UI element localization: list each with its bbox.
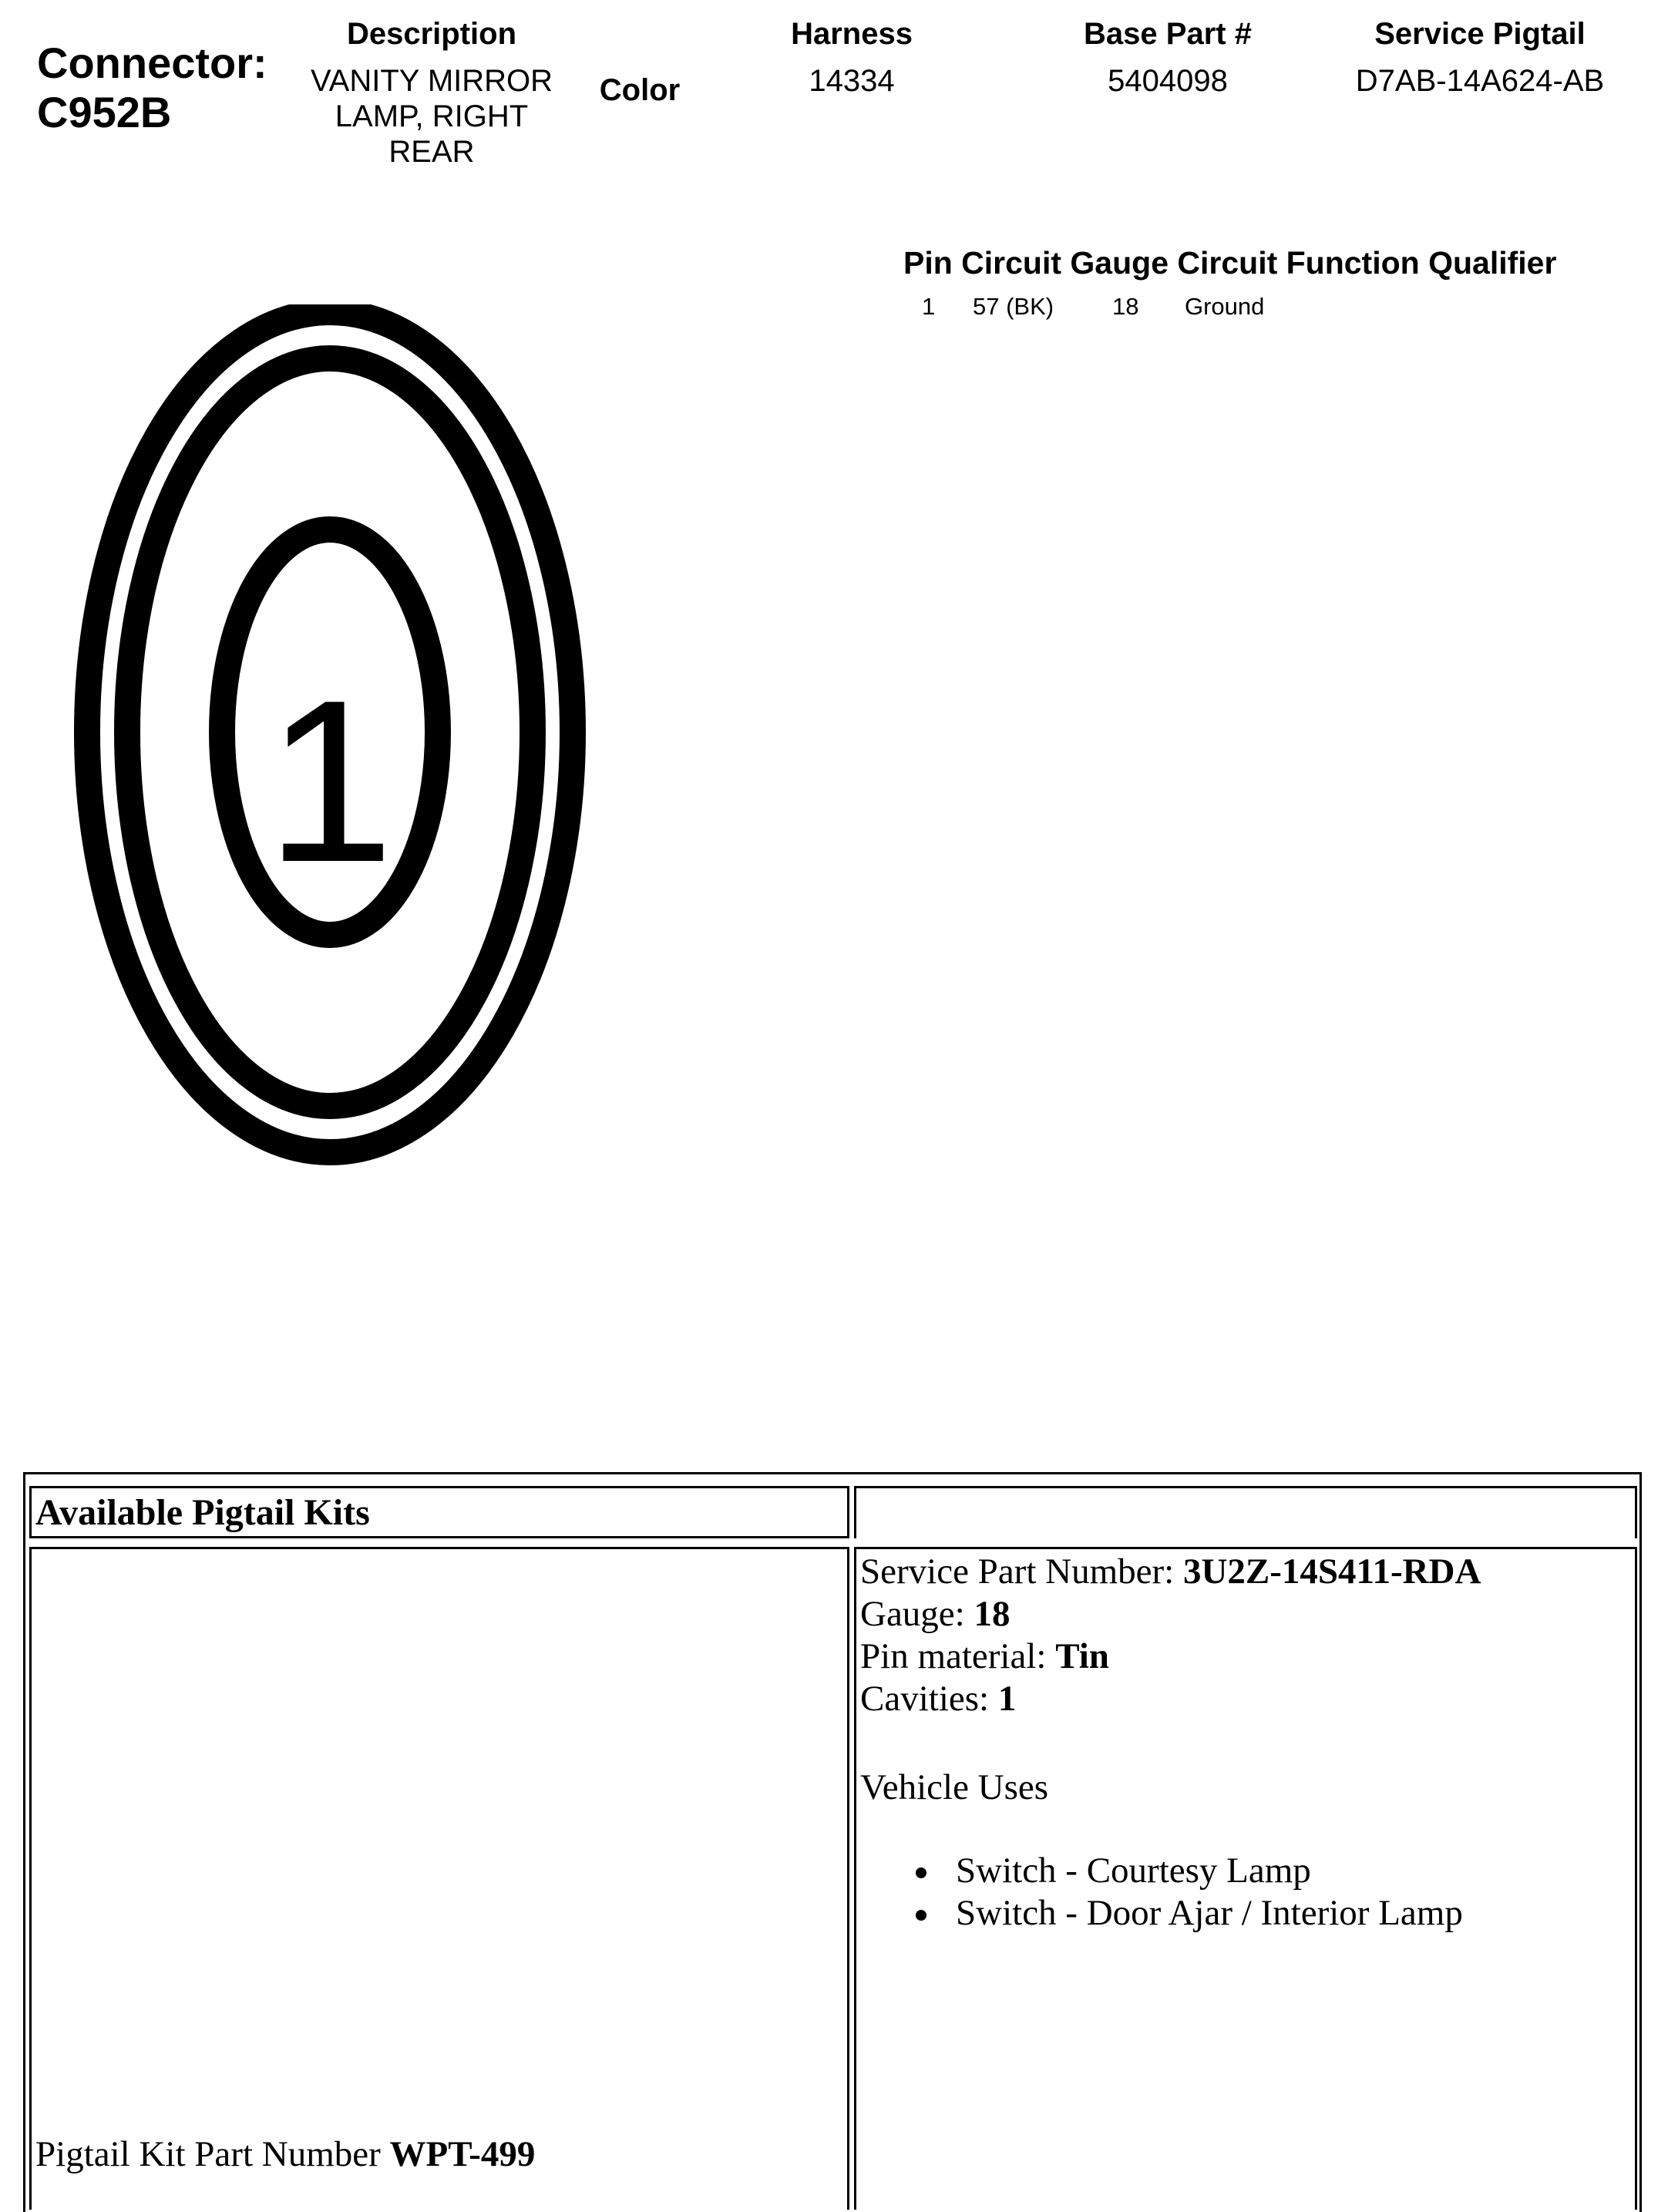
color-header: Color [599, 73, 681, 107]
cavities-value: 1 [997, 1679, 1017, 1719]
service-part-label: Service Part Number: [860, 1551, 1183, 1592]
pin-function: Ground [1185, 293, 1265, 320]
description-line: LAMP, RIGHT [335, 99, 529, 133]
pin-material-value: Tin [1055, 1636, 1109, 1676]
service-part-row [860, 1551, 1481, 1593]
connector-label: Connector: [37, 39, 267, 87]
description-value [293, 63, 570, 170]
cavities-row [860, 1678, 1481, 1720]
pin-circuit: 57 (BK) [973, 293, 1054, 320]
list-item: Switch - Courtesy Lamp [886, 1850, 1463, 1892]
gauge-row [860, 1593, 1481, 1635]
vehicle-uses-title: Vehicle Uses [860, 1767, 1049, 1807]
gauge-label: Gauge: [860, 1594, 974, 1634]
base-part-header: Base Part # [1084, 17, 1252, 51]
kit-part-value: WPT-499 [389, 2134, 536, 2174]
cavities-label: Cavities: [860, 1679, 998, 1719]
pin-number: 1 [922, 293, 936, 320]
service-pigtail-value: D7AB-14A624-AB [1355, 64, 1605, 98]
connector-title [37, 39, 267, 137]
pin-label: 1 [265, 651, 395, 910]
base-part-value: 5404098 [1108, 64, 1228, 98]
pigtail-kit-part-number [35, 2133, 535, 2175]
vehicle-uses-list [886, 1850, 1463, 1935]
kit-details [860, 1551, 1481, 1720]
connector-diagram [69, 304, 601, 1191]
service-pigtail-header: Service Pigtail [1374, 17, 1586, 51]
pin-table-header: Pin Circuit Gauge Circuit Function Qualifier [903, 245, 1557, 281]
list-item: Switch - Door Ajar / Interior Lamp [886, 1892, 1463, 1935]
harness-header: Harness [791, 17, 913, 51]
harness-value: 14334 [809, 64, 895, 98]
description-header: Description [346, 17, 517, 51]
pin-material-row [860, 1635, 1481, 1678]
description-line: VANITY MIRROR [310, 64, 553, 98]
pin-material-label: Pin material: [860, 1636, 1056, 1676]
kit-part-label: Pigtail Kit Part Number [35, 2134, 390, 2174]
pin-gauge: 18 [1112, 293, 1139, 320]
connector-id: C952B [37, 88, 172, 136]
kit-title: Available Pigtail Kits [35, 1492, 370, 1533]
kit-image-cell [29, 1547, 849, 2210]
service-part-value: 3U2Z-14S411-RDA [1182, 1551, 1481, 1592]
kit-header-blank-cell [854, 1486, 1637, 1538]
description-line: REAR [388, 135, 475, 169]
gauge-value: 18 [974, 1594, 1011, 1634]
